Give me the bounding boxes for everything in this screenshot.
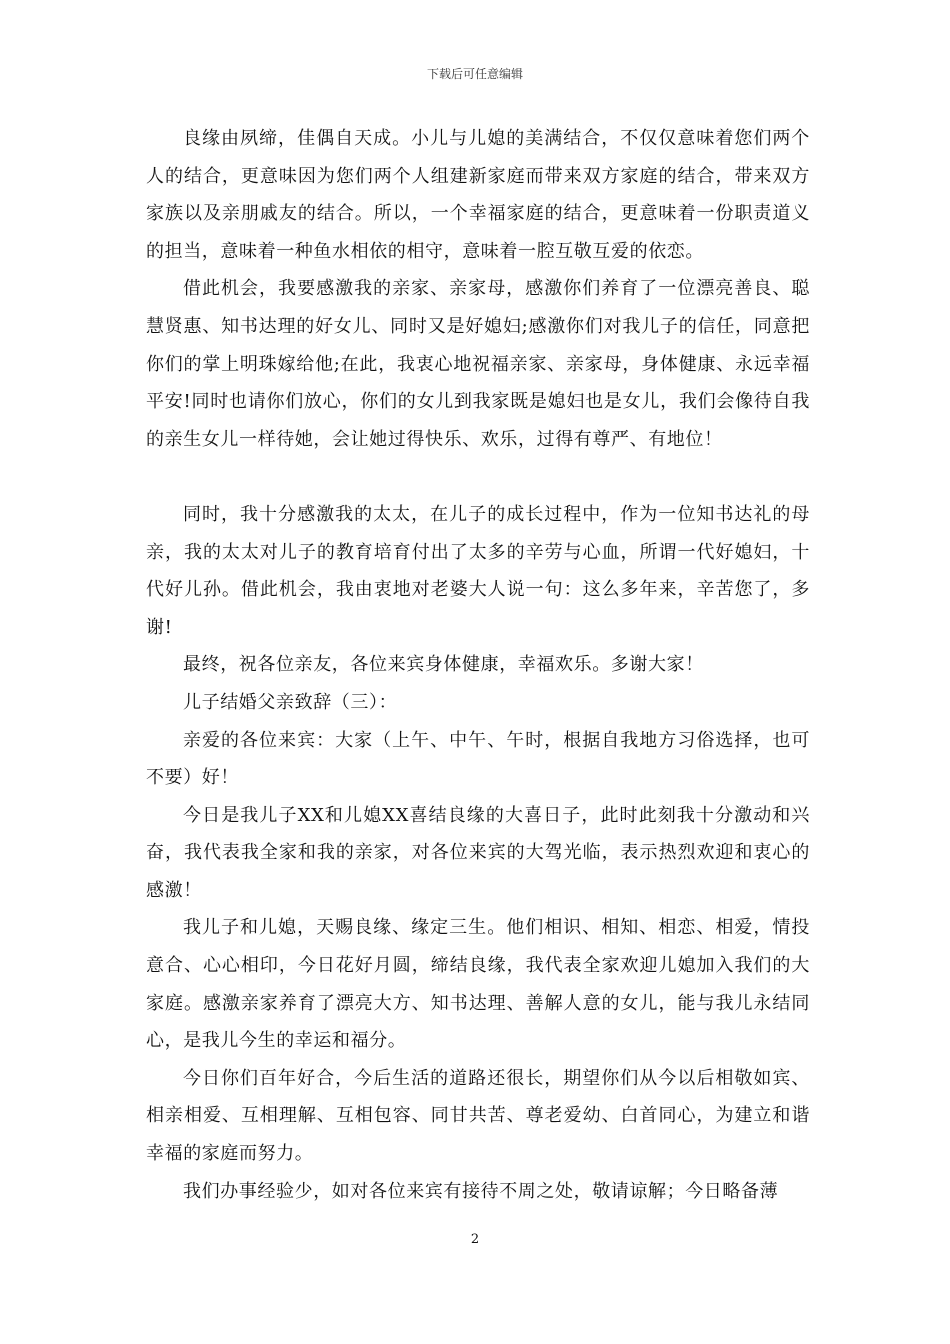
- paragraph-2: 借此机会，我要感激我的亲家、亲家母，感激你们养育了一位漂亮善良、聪慧贤惠、知书达理的好女儿、同时又是好媳妇;感激你们对我儿子的信任，同意把你们的掌上明珠嫁给他;在此，我衷心地祝福亲家、亲家母，身体健康、永远幸福平安!同时也请你们放心，你们的女儿到我家既是媳妇也是女儿，我们会像待自我的亲生女儿一样待她，会让她过得快乐、欢乐，过得有尊严、有地位！: [146, 278, 810, 450]
- page-number: 2: [470, 1232, 480, 1247]
- paragraph-4: 最终，祝各位亲友，各位来宾身体健康，幸福欢乐。多谢大家！: [183, 654, 704, 676]
- paragraph-6: 今日是我儿子XX和儿媳XX喜结良缘的大喜日子，此时此刻我十分激动和兴奋，我代表我全家和我的亲家，对各位来宾的大驾光临，表示热烈欢迎和衷心的感激！: [146, 804, 810, 901]
- paragraph-9: 我们办事经验少，如对各位来宾有接待不周之处，敬请谅解；今日略备薄: [183, 1180, 779, 1202]
- paragraph-3: 同时，我十分感激我的太太，在儿子的成长过程中，作为一位知书达礼的母亲，我的太太对儿子的教育培育付出了太多的辛劳与心血，所谓一代好媳妇，十代好儿孙。借此机会，我由衷地对老婆大人说一句：这么多年来，辛苦您了，多谢!: [146, 503, 810, 638]
- section-heading: 儿子结婚父亲致辞（三）：: [183, 691, 398, 713]
- page-header: 下载后可任意编辑: [426, 67, 523, 81]
- paragraph-7: 我儿子和儿媳，天赐良缘、缘定三生。他们相识、相知、相恋、相爱，情投意合、心心相印，今日花好月圆，缔结良缘，我代表全家欢迎儿媳加入我们的大家庭。感激亲家养育了漂亮大方、知书达理、善解人意的女儿，能与我儿永结同心，是我儿今生的幸运和福分。: [146, 917, 810, 1052]
- paragraph-8: 今日你们百年好合，今后生活的道路还很长，期望你们从今以后相敬如宾、相亲相爱、互相理解、互相包容、同甘共苦、尊老爱幼、白首同心，为建立和谐幸福的家庭而努力。: [146, 1067, 810, 1165]
- paragraph-1: 良缘由夙缔，佳偶自天成。小儿与儿媳的美满结合，不仅仅意味着您们两个人的结合，更意味因为您们两个人组建新家庭而带来双方家庭的结合，带来双方家族以及亲朋戚友的结合。所以，一个幸福家庭的结合，更意味着一份职责道义的担当，意味着一种鱼水相依的相守，意味着一腔互敬互爱的依恋。: [146, 128, 810, 262]
- paragraph-5: 亲爱的各位来宾：大家（上午、中午、午时，根据自我地方习俗选择，也可不要）好！: [146, 729, 810, 789]
- document-body: [146, 120, 810, 1210]
- blank-line: [146, 458, 810, 496]
